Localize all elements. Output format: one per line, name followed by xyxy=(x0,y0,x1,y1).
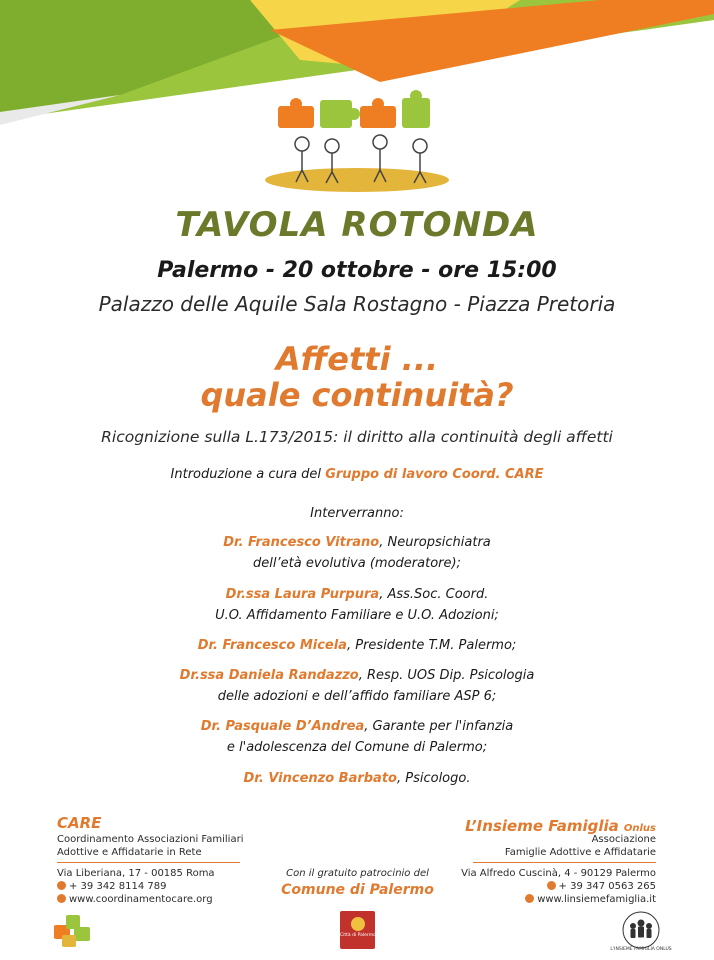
speaker-name: Dr.ssa Daniela Randazzo xyxy=(179,668,359,683)
speaker-name: Dr. Francesco Vitrano xyxy=(223,535,380,550)
speaker-role-detail: U.O. Affidamento Familiare e U.O. Adozioni; xyxy=(215,608,499,623)
introduction-line xyxy=(0,467,714,482)
care-description-2: Adottive e Affidatarie in Rete xyxy=(57,847,202,858)
speaker-name: Dr. Pasquale D’Andrea xyxy=(200,719,365,734)
puzzle-piece-icon xyxy=(320,100,360,128)
event-date-time: Palermo - 20 ottobre - ore 15:00 xyxy=(157,258,557,283)
care-phone: + 39 342 8114 789 xyxy=(69,881,167,892)
speaker-role-detail: delle adozioni e dell’affido familiare ASP 6; xyxy=(217,689,497,704)
speaker-item xyxy=(0,584,714,626)
insieme-logo-caption: L'INSIEME FAMIGLIA ONLUS xyxy=(610,947,672,952)
speakers-heading: Interverranno: xyxy=(310,506,404,521)
insieme-description-2: Famiglie Adottive e Affidatarie xyxy=(504,847,656,858)
headline-line-1: Affetti ... xyxy=(275,340,439,378)
intro-group-name: Gruppo di lavoro Coord. CARE xyxy=(325,467,544,482)
care-puzzle-logo xyxy=(52,911,94,949)
phone-icon xyxy=(547,881,556,890)
insieme-title: L’Insieme Famiglia xyxy=(465,817,619,835)
speaker-role-detail: dell’età evolutiva (moderatore); xyxy=(253,556,461,571)
puzzle-piece-icon xyxy=(360,98,396,128)
care-address: Via Liberiana, 17 - 00185 Roma xyxy=(57,868,215,879)
care-description-1: Coordinamento Associazioni Familiari xyxy=(57,834,244,845)
care-phone-line xyxy=(57,881,166,892)
speaker-name: Dr.ssa Laura Purpura xyxy=(225,587,380,602)
speaker-role: , Garante per l'infanzia xyxy=(364,719,514,734)
event-venue: Palazzo delle Aquile Sala Rostagno - Piazza Pretoria xyxy=(98,292,616,316)
speaker-item xyxy=(0,532,714,574)
web-icon xyxy=(525,894,534,903)
insieme-phone-line xyxy=(547,881,656,892)
insieme-divider xyxy=(473,862,656,863)
intro-prefix: Introduzione a cura del xyxy=(170,467,326,482)
insieme-title-line xyxy=(465,816,656,835)
web-icon xyxy=(57,894,66,903)
care-website[interactable]: www.coordinamentocare.org xyxy=(69,894,213,905)
care-title: CARE xyxy=(57,814,102,832)
speaker-role: , Ass.Soc. Coord. xyxy=(379,587,489,602)
speaker-role: , Resp. UOS Dip. Psicologia xyxy=(358,668,535,683)
phone-icon xyxy=(57,881,66,890)
puzzle-piece-icon xyxy=(402,90,430,128)
care-web-line[interactable] xyxy=(57,894,213,905)
care-divider xyxy=(57,862,240,863)
event-title: TAVOLA ROTONDA xyxy=(175,205,539,245)
puzzle-people-illustration xyxy=(260,88,455,196)
speaker-item xyxy=(0,716,714,758)
headline-line-2: quale continuità? xyxy=(200,376,514,414)
speaker-item xyxy=(0,665,714,707)
palermo-seal-icon: Città di Palermo xyxy=(340,911,375,949)
insieme-website[interactable]: www.linsiemefamiglia.it xyxy=(537,894,656,905)
insieme-phone: + 39 347 0563 265 xyxy=(558,881,656,892)
speaker-role: , Presidente T.M. Palermo; xyxy=(346,638,517,653)
speaker-role: , Neuropsichiatra xyxy=(379,535,491,550)
speaker-item xyxy=(0,768,714,789)
event-subtitle: Ricognizione sulla L.173/2015: il diritto alla continuità degli affetti xyxy=(101,428,613,446)
insieme-address: Via Alfredo Cuscinà, 4 - 90129 Palermo xyxy=(461,868,656,879)
puzzle-piece-icon xyxy=(278,98,314,128)
speaker-role-detail: e l'adolescenza del Comune di Palermo; xyxy=(226,740,488,755)
patronage-line: Con il gratuito patrocinio del xyxy=(286,868,429,879)
insieme-famiglia-logo xyxy=(610,910,672,952)
speaker-item xyxy=(0,635,714,656)
patronage-municipality: Comune di Palermo xyxy=(281,882,434,898)
speaker-name: Dr. Vincenzo Barbato xyxy=(243,771,397,786)
insieme-web-line[interactable] xyxy=(525,894,656,905)
insieme-onlus-suffix: Onlus xyxy=(623,823,656,834)
insieme-description-1: Associazione xyxy=(591,834,656,845)
speaker-name: Dr. Francesco Micela xyxy=(197,638,347,653)
speaker-role: , Psicologo. xyxy=(396,771,471,786)
